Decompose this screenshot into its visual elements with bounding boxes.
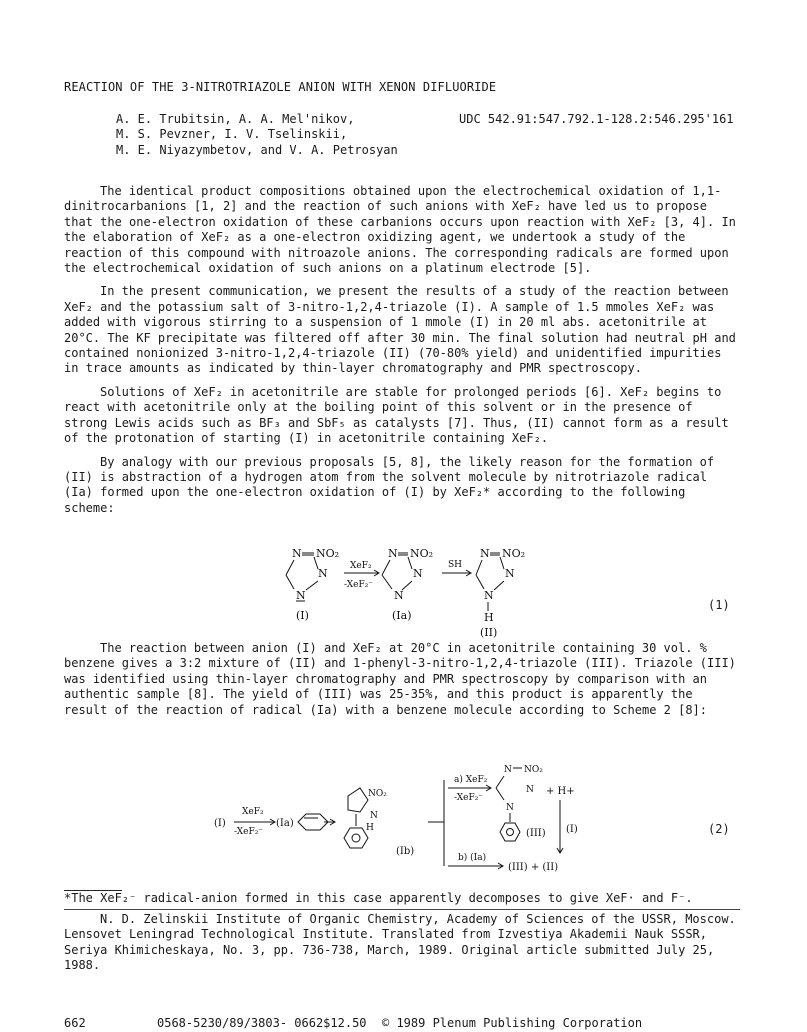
atom-n: N [370, 811, 378, 821]
compound-label: (I) [566, 824, 578, 835]
products-label: (III) + (II) [508, 862, 559, 873]
atom-n: N [292, 547, 302, 560]
reaction-arrow-1 [344, 561, 379, 590]
udc-code: UDC 542.91:547.792.1-128.2:546.295'161 [459, 112, 734, 126]
compound-label: (Ib) [396, 846, 415, 857]
reagent-label: -XeF₂⁻ [344, 580, 374, 590]
nitrotriazole-II [476, 547, 525, 639]
scheme2-start [214, 807, 294, 837]
triazole-anion-I [286, 547, 339, 622]
author-line: A. E. Trubitsin, A. A. Mel'nikov, [116, 112, 355, 126]
reagent-label: a) XeF₂ [454, 775, 488, 785]
reagent-label: XeF₂ [350, 561, 372, 571]
body-section-1 [64, 184, 740, 524]
atom-n: N [296, 589, 306, 602]
equation-number: (1) [708, 598, 730, 612]
hydrogen-atom: H [484, 611, 494, 624]
author-line: M. E. Niyazymbetov, and V. A. Petrosyan [116, 142, 398, 157]
atom-n: N [394, 589, 404, 602]
equation-number: (2) [708, 822, 730, 836]
atom-n: N [504, 765, 512, 775]
atom-n: N [318, 567, 328, 580]
reagent-label: -XeF₂⁻ [454, 793, 484, 803]
branch-b [448, 852, 558, 873]
compound-label: (III) [526, 828, 546, 839]
reagent-label: b) (Ia) [458, 853, 487, 863]
affiliation-divider [64, 909, 740, 910]
nitro-group: NO₂ [410, 547, 434, 560]
atom-n: N [505, 567, 515, 580]
paragraph: Solutions of XeF₂ in acetonitrile are stable for prolonged periods [6]. XeF₂ begins to react with acetonitrile only at the boiling point of this solvent or in the presence of strong Lewis acids such as BF₃ and SbF₅ as catalysts [7]. Thus, (II) cannot form as a result of the protonation of starting (I) in acetonitrile containing XeF₂. [64, 384, 729, 446]
paragraph: In the present communication, we present the results of a study of the reaction between XeF₂ and the potassium salt of 3-nitro-1,2,4-triazole (I). A sample of 1.5 mmoles XeF₂ was added with vigorous stirring to a suspension of 1 mmole (I) in 20 ml abs. acetonitrile at 20°C. The KF precipitate was filtered off after 30 min. The final solution had neutral pH and contained nonionized 3-nitro-1,2,4-triazole (II) (70-80% yield) and unidentified impurities in trace amounts as indicated by thin-layer chromatography and PMR spectroscopy. [64, 284, 736, 376]
compound-label: (Ia) [392, 609, 412, 622]
publication-code: 0568-5230/89/3803- 0662$12.50 [157, 1016, 367, 1030]
proton-label: + H+ [546, 786, 575, 797]
atom-n: N [413, 567, 423, 580]
reaction-arrow-2 [442, 560, 471, 576]
adduct-Ib [344, 788, 414, 857]
affiliation-text: N. D. Zelinskii Institute of Organic Chemistry, Academy of Sciences of the USSR, Moscow. Lensovet Leningrad Technological Institute. Translated from Izvestiya Akademii Nauk SSSR, Seriya Khimicheskaya, No. 3, pp. 736-738, March, 1989. Original article submitted July 25, 1988. [64, 912, 736, 973]
nitro-group: NO₂ [524, 765, 543, 775]
reaction-scheme-1 [280, 543, 550, 643]
author-list [116, 112, 446, 158]
compound-label: (II) [480, 626, 498, 639]
triazole-radical-Ia [382, 547, 433, 622]
reagent-label: SH [448, 560, 463, 570]
atom-n: N [480, 547, 490, 560]
compound-label: (Ia) [276, 818, 294, 829]
benzene-ring [298, 814, 335, 830]
nitro-group: NO₂ [502, 547, 526, 560]
atom-n: N [526, 785, 534, 795]
reagent-label: XeF₂ [242, 807, 264, 817]
branch-a [448, 765, 578, 853]
branch-bracket [428, 780, 444, 866]
hydrogen-atom: H [366, 823, 374, 833]
nitro-group: NO₂ [368, 789, 387, 799]
footnote: *The XeF₂⁻ radical-anion formed in this case apparently decomposes to give XeF· and F⁻. [64, 891, 693, 905]
paragraph: The identical product compositions obtained upon the electrochemical oxidation of 1,1-dinitrocarbanions [1, 2] and the reaction of such anions with XeF₂ have led us to propose that the one-electron oxidation of these carbanions occurs upon reaction with XeF₂ [3, 4]. In the elaboration of XeF₂ as a one-electron oxidizing agent, we undertook a study of the reaction of this compound with nitroazole anions. The corresponding radicals are formed upon the electrochemical oxidation of such anions on a platinum electrode [5]. [64, 184, 736, 276]
compound-label: (I) [296, 609, 309, 622]
nitro-group: NO₂ [316, 547, 340, 560]
paragraph: By analogy with our previous proposals [5, 8], the likely reason for the formation of (II) is abstraction of a hydrogen atom from the solvent molecule by nitrotriazole radical (Ia) formed upon the one-electron oxidation of (I) by XeF₂* according to the following scheme: [64, 454, 715, 515]
atom-n: N [506, 803, 514, 813]
affiliation-block [64, 912, 744, 974]
article-title: REACTION OF THE 3-NITROTRIAZOLE ANION WITH XENON DIFLUORIDE [64, 80, 497, 94]
page-number: 662 [64, 1016, 86, 1030]
atom-n: N [484, 589, 494, 602]
reagent-label: -XeF₂⁻ [234, 827, 264, 837]
atom-n: N [388, 547, 398, 560]
paragraph: The reaction between anion (I) and XeF₂ at 20°C in acetonitrile containing 30 vol. % benzene gives a 3:2 mixture of (II) and 1-phenyl-3-nitro-1,2,4-triazole (III). Triazole (III) was identified using thin-layer chromatography and PMR spectroscopy by comparison with an authentic sample [8]. The yield of (III) was 25-35%, and this product is apparently the result of the reaction of radical (Ia) with a benzene molecule according to Scheme 2 [8]: [64, 641, 736, 717]
body-section-2 [64, 641, 740, 726]
reaction-scheme-2 [200, 760, 640, 880]
author-line: M. S. Pevzner, I. V. Tselinskii, [116, 127, 348, 142]
copyright-notice: © 1989 Plenum Publishing Corporation [382, 1016, 643, 1030]
compound-label: (I) [214, 818, 226, 829]
